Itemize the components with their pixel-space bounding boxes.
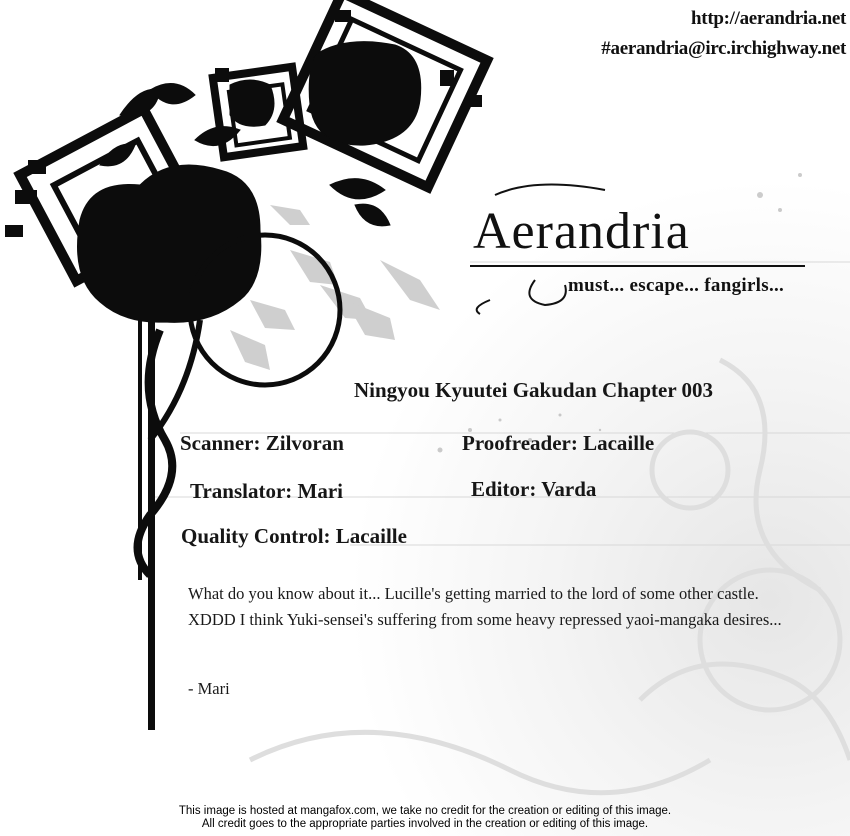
chapter-title: Ningyou Kyuutei Gakudan Chapter 003 <box>354 378 714 402</box>
header-links <box>601 4 846 64</box>
credit-editor: Editor: Varda <box>471 477 597 501</box>
hosting-disclaimer <box>0 805 850 831</box>
brand-name: Aerandria <box>473 203 690 260</box>
disclaimer-line-1: This image is hosted at mangafox.com, we take no credit for the creation or editing of this image. <box>178 805 672 817</box>
credit-proofreader: Proofreader: Lacaille <box>462 431 655 455</box>
note-signature: - Mari <box>188 679 230 698</box>
brand-tagline: must... escape... fangirls... <box>568 275 785 296</box>
disclaimer-line-2: All credit goes to the appropriate parties involved in the creation or editing of this image. <box>201 818 649 830</box>
credit-translator: Translator: Mari <box>190 479 343 503</box>
credit-quality-control: Quality Control: Lacaille <box>181 524 407 548</box>
irc-channel: #aerandria@irc.irchighway.net <box>601 38 846 59</box>
translator-note: What do you know about it... Lucille's getting married to the lord of some other castle. XDDD I think Yuki-sensei's suffering from some heavy repressed yaoi-mangaka desires... <box>188 584 782 629</box>
background-swirls <box>250 360 850 793</box>
brand-logo <box>470 200 800 310</box>
credit-scanner: Scanner: Zilvoran <box>180 431 344 455</box>
site-url[interactable]: http://aerandria.net <box>691 8 846 29</box>
